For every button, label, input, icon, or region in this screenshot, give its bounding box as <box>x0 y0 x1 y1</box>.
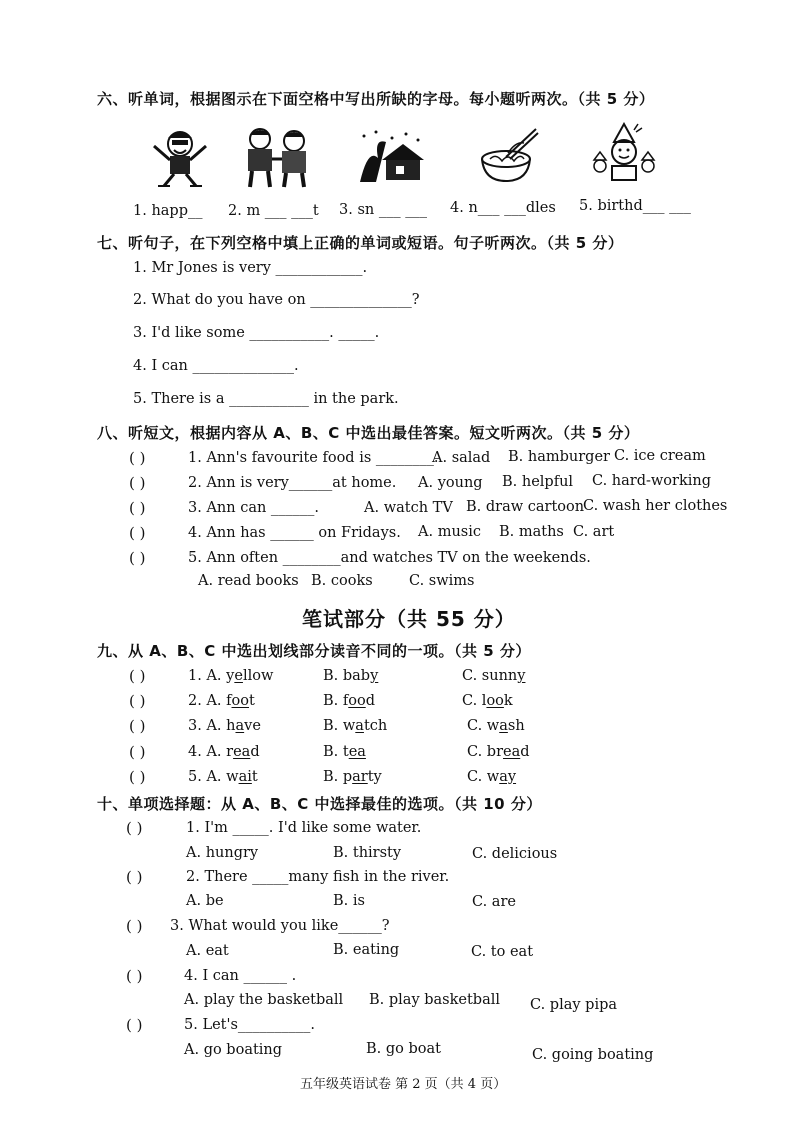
sec9-q3-option-b[interactable] <box>323 718 387 734</box>
sec9-q1-option-a[interactable] <box>188 668 273 684</box>
underlined-letters: a <box>235 718 245 734</box>
sec10-q5-stem: 5. Let's__________. <box>184 1017 316 1033</box>
sec6-item-1[interactable]: 1. happ__ <box>133 203 203 219</box>
answer-paren[interactable]: ( ) <box>129 549 146 567</box>
sec8-q1-option-c[interactable]: C. ice cream <box>614 448 706 464</box>
option-text: r <box>221 744 234 760</box>
option-text: d <box>250 744 260 760</box>
sec9-q3-option-a[interactable] <box>188 718 261 734</box>
sec10-q5-option-a[interactable]: A. go boating <box>184 1042 283 1058</box>
option-text: ty <box>367 769 382 785</box>
sec6-item-2[interactable]: 2. m ___ ___t <box>228 203 319 219</box>
answer-paren[interactable]: ( ) <box>129 717 146 735</box>
meet-people-picture <box>238 125 318 189</box>
underlined-letters: oo <box>348 693 366 709</box>
option-text: 2. A. <box>188 693 222 709</box>
answer-paren[interactable]: ( ) <box>129 692 146 710</box>
written-part-title: 笔试部分（共 55 分） <box>302 607 516 631</box>
underlined-letters: ar <box>352 769 368 785</box>
sec7-item-5[interactable]: 5. There is a ___________ in the park. <box>133 391 399 407</box>
option-text: y <box>221 668 235 684</box>
answer-paren[interactable]: ( ) <box>129 768 146 786</box>
sec10-q3-option-b[interactable]: B. eating <box>333 942 400 958</box>
option-text: ve <box>244 718 261 734</box>
underlined-letters: ea <box>233 744 251 760</box>
sec8-q4-stem: 4. Ann has ______ on Fridays. <box>188 525 401 541</box>
sec6-item-4[interactable]: 4. n___ ___dles <box>450 200 556 216</box>
underlined-letters: a <box>355 718 364 734</box>
option-text: B. bab <box>323 668 371 684</box>
underlined-letters: ay <box>499 769 517 785</box>
sec8-q3-option-c[interactable]: C. wash her clothes <box>583 498 728 514</box>
option-text: C. l <box>462 693 487 709</box>
sec8-q2-option-c[interactable]: C. hard-working <box>592 473 712 489</box>
sec6-item-5[interactable]: 5. birthd___ ___ <box>579 198 691 214</box>
underlined-letters: ai <box>238 769 252 785</box>
underlined-letters: y <box>517 668 526 684</box>
option-text: k <box>503 693 513 709</box>
answer-paren[interactable]: ( ) <box>129 743 146 761</box>
answer-paren[interactable]: ( ) <box>126 1016 143 1034</box>
sec8-q5-option-c[interactable]: C. swims <box>409 573 475 589</box>
section-6-title: 六、听单词，根据图示在下面空格中写出所缺的字母。每小题听两次。（共 5 分） <box>97 90 655 108</box>
sec7-item-1[interactable]: 1. Mr Jones is very ____________. <box>133 260 368 276</box>
noodles-picture <box>476 123 542 185</box>
option-text: 4. A. <box>188 744 222 760</box>
sec8-q3-option-b[interactable]: B. draw cartoon <box>466 499 585 515</box>
sec9-q5-option-a[interactable] <box>188 769 258 785</box>
sec10-q2-option-c[interactable]: C. are <box>472 894 516 910</box>
sec7-item-4[interactable]: 4. I can ______________. <box>133 358 299 374</box>
sec6-item-3[interactable]: 3. sn ___ ___ <box>339 202 427 218</box>
sec9-q5-option-b[interactable] <box>323 769 382 785</box>
option-text: w <box>221 769 239 785</box>
sec8-q5-option-b[interactable]: B. cooks <box>311 573 373 589</box>
sec10-q1-option-b[interactable]: B. thirsty <box>333 845 402 861</box>
option-text: C. w <box>467 769 500 785</box>
option-text: d <box>365 693 376 709</box>
sec7-item-2[interactable]: 2. What do you have on ______________? <box>133 292 420 308</box>
sec8-q1-option-a[interactable]: A. salad <box>432 450 491 466</box>
option-text: t <box>248 693 255 709</box>
answer-paren[interactable]: ( ) <box>129 524 146 542</box>
option-text: B. w <box>323 718 356 734</box>
sec10-q1-option-c[interactable]: C. delicious <box>472 846 558 862</box>
option-text: B. f <box>323 693 349 709</box>
section-10-title: 十、单项选择题：从 A、B、C 中选择最佳的选项。（共 10 分） <box>97 795 542 813</box>
option-text: 3. A. <box>188 718 222 734</box>
answer-paren[interactable]: ( ) <box>129 499 146 517</box>
sec8-q5-stem: 5. Ann often ________and watches TV on the weekends. <box>188 550 591 566</box>
sec8-q2-stem: 2. Ann is very______at home. <box>188 475 397 491</box>
option-text: C. w <box>467 718 500 734</box>
sec10-q2-option-a[interactable]: A. be <box>186 893 224 909</box>
sec8-q4-option-a[interactable]: A. music <box>418 524 481 540</box>
underlined-letters: ea <box>503 744 521 760</box>
sec9-q4-option-c[interactable] <box>467 744 530 760</box>
underlined-letters: ea <box>348 744 366 760</box>
underlined-letters: oo <box>231 693 249 709</box>
option-text: C. sunn <box>462 668 518 684</box>
sec10-q2-stem: 2. There _____many fish in the river. <box>186 869 450 885</box>
section-8-title: 八、听短文，根据内容从 A、B、C 中选出最佳答案。短文听两次。（共 5 分） <box>97 424 640 442</box>
sec8-q4-option-c[interactable]: C. art <box>573 524 615 540</box>
sec9-q4-option-a[interactable] <box>188 744 260 760</box>
option-text: 5. A. <box>188 769 222 785</box>
option-text: d <box>520 744 530 760</box>
sec8-q3-stem: 3. Ann can ______. <box>188 500 320 516</box>
option-text: B. t <box>323 744 349 760</box>
answer-paren[interactable]: ( ) <box>129 449 146 467</box>
sec9-q2-option-b[interactable] <box>323 693 375 709</box>
sec8-q2-option-a[interactable]: A. young <box>418 475 483 491</box>
option-text: C. br <box>467 744 504 760</box>
underlined-letters: y <box>370 668 379 684</box>
section-7-title: 七、听句子，在下列空格中填上正确的单词或短语。句子听两次。（共 5 分） <box>97 234 624 252</box>
sec9-q2-option-a[interactable] <box>188 693 255 709</box>
underlined-letters: a <box>499 718 508 734</box>
option-text: llow <box>242 668 274 684</box>
sec7-item-3[interactable]: 3. I'd like some ___________. _____. <box>133 325 380 341</box>
answer-paren[interactable]: ( ) <box>129 667 146 685</box>
sec9-q1-option-c[interactable] <box>462 668 525 684</box>
happy-child-picture <box>150 128 210 190</box>
option-text: sh <box>507 718 525 734</box>
underlined-letters: e <box>234 668 243 684</box>
snow-picture <box>356 128 424 186</box>
option-text: B. p <box>323 769 353 785</box>
sec10-q1-option-a[interactable]: A. hungry <box>186 845 259 861</box>
sec8-q3-option-a[interactable]: A. watch TV <box>364 500 453 516</box>
sec10-q4-option-b[interactable]: B. play basketball <box>369 992 501 1008</box>
sec10-q1-stem: 1. I'm _____. I'd like some water. <box>186 820 422 836</box>
sec10-q3-stem: 3. What would you like______? <box>170 918 390 934</box>
answer-paren[interactable]: ( ) <box>126 967 143 985</box>
option-text: h <box>221 718 236 734</box>
sec10-q5-option-c[interactable]: C. going boating <box>532 1047 654 1063</box>
sec10-q5-option-b[interactable]: B. go boat <box>366 1041 441 1057</box>
option-text: 1. A. <box>188 668 222 684</box>
sec10-q4-stem: 4. I can ______ . <box>184 968 297 984</box>
sec10-q3-option-a[interactable]: A. eat <box>186 943 229 959</box>
underlined-letters: oo <box>486 693 504 709</box>
sec9-q4-option-b[interactable] <box>323 744 366 760</box>
answer-paren[interactable]: ( ) <box>129 474 146 492</box>
birthday-party-picture <box>590 122 660 184</box>
sec10-q4-option-a[interactable]: A. play the basketball <box>184 992 344 1008</box>
sec8-q1-stem: 1. Ann's favourite food is ________. <box>188 450 439 466</box>
sec9-q2-option-c[interactable] <box>462 693 513 709</box>
sec8-q4-option-b[interactable]: B. maths <box>499 524 564 540</box>
answer-paren[interactable]: ( ) <box>126 868 143 886</box>
answer-paren[interactable]: ( ) <box>126 819 143 837</box>
sec9-q3-option-c[interactable] <box>467 718 525 734</box>
option-text: f <box>221 693 232 709</box>
sec9-q5-option-c[interactable] <box>467 769 516 785</box>
page-footer: 五年级英语试卷 第 2 页（共 4 页） <box>300 1077 507 1092</box>
section-9-title: 九、从 A、B、C 中选出划线部分读音不同的一项。（共 5 分） <box>97 642 531 660</box>
sec10-q2-option-b[interactable]: B. is <box>333 893 365 909</box>
sec9-q1-option-b[interactable] <box>323 668 378 684</box>
sec10-q4-option-c[interactable]: C. play pipa <box>530 997 618 1013</box>
option-text: t <box>251 769 258 785</box>
sec8-q5-option-a[interactable]: A. read books <box>198 573 299 589</box>
answer-paren[interactable]: ( ) <box>126 917 143 935</box>
sec8-q2-option-b[interactable]: B. helpful <box>502 474 574 490</box>
option-text: tch <box>363 718 388 734</box>
sec10-q3-option-c[interactable]: C. to eat <box>471 944 534 960</box>
sec8-q1-option-b[interactable]: B. hamburger <box>508 449 610 465</box>
